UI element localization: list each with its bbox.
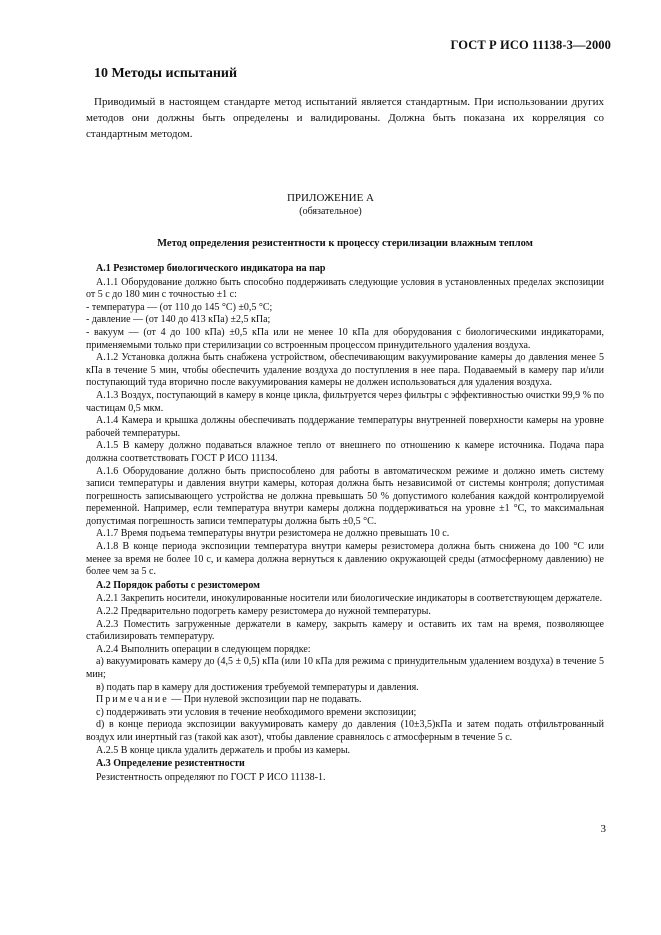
subsection-a1-heading: А.1 Резистомер биологического индикатора на пар [96,263,326,274]
appendix-heading [0,192,661,218]
paragraph-a1-5: А.1.5 В камеру должно подаваться влажное тепло от внешнего по отношению к камере источника. Подача пара должна соответствовать ГОСТ Р ИСО 11134. [86,440,604,464]
paragraph-a1-4: А.1.4 Камера и крышка должны обеспечивать поддержание температуры внутренней поверхности камеры на уровне рабочей температуры. [86,415,604,439]
paragraph-a2-3: А.2.3 Поместить загруженные держатели в камеру, закрыть камеру и оставить их там на время, позволяющее стабилизировать температуру. [86,618,604,643]
subsection-a3-heading: А.3 Определение резистентности [96,758,245,770]
page-number: 3 [600,823,606,835]
paragraph-a1-3: А.1.3 Воздух, поступающий в камеру в конце цикла, фильтруется через фильтры с эффективностью очистки 99,9 % по частицам 0,5 мкм. [86,389,604,414]
paragraph-a1-1: А.1.1 Оборудование должно быть способно поддерживать следующие условия в установленных пределах экспозиции от 5 с до 180 мин с точностью ±1 с: [86,276,604,301]
list-item-pressure: - давление — (от 140 до 413 кПа) ±2,5 кПа; [86,314,271,326]
paragraph-a1-2: А.1.2 Установка должна быть снабжена устройством, обеспечивающим вакуумирование камеры до давления менее 5 кПа в течение 5 мин, чтобы обеспечить удаление воздуха до поступления в нее пара. Подаваемый в камеру пар и/или поступающий туда вторично после вакуумирования камеры не должен использоваться для удаления воздуха. [86,352,604,389]
step-a: а) вакуумировать камеру до (4,5 ± 0,5) кПа (или 10 кПа для режима с принудительным удалением воздуха) в течение 5 мин; [86,656,604,680]
note [86,694,604,707]
note-label: Примечание [96,694,169,706]
paragraph-a2-1: А.2.1 Закрепить носители, инокулированные носители или биологические индикаторы в соответствующем держателе. [96,593,603,605]
appendix-body [86,262,604,784]
paragraph-a1-6: А.1.6 Оборудование должно быть приспособлено для работы в автоматическом режиме и должно иметь систему записи температуры и давления внутри камеры, которая должна быть независимой от системы контроля; допустимая погрешность записывающего устройства не должна превышать 50 % допустимого колебания каждой контролируемой переменной. Например, если температура внутри камеры должна поддерживаться на уровне ±1 °С, то максимальная допустимая погрешность записи температуры должна быть ±0,5 °С. [86,465,604,527]
method-title: Метод определения резистентности к процессу стерилизации влажным теплом [157,238,533,249]
standard-code-header: ГОСТ Р ИСО 11138-3—2000 [450,38,611,52]
section-title: 10 Методы испытаний [94,66,238,81]
appendix-title: ПРИЛОЖЕНИЕ А [286,192,374,204]
paragraph-a2-2: А.2.2 Предварительно подогреть камеру резистомера до нужной температуры. [96,606,431,618]
list-item-vacuum: - вакуум — (от 4 до 100 кПа) ±0,5 кПа или не менее 10 кПа для оборудования с биологическими индикаторами, применяемыми только при стерилизации со встроенным процессом принудительного удаления воздуха. [86,326,604,351]
step-c: с) поддерживать эти условия в течение необходимого времени экспозиции; [96,706,417,718]
paragraph-a1-7: А.1.7 Время подъема температуры внутри резистомера не должно превышать 10 с. [96,528,450,540]
subsection-a2-heading: А.2 Порядок работы с резистомером [96,579,260,591]
paragraph-a2-5: А.2.5 В конце цикла удалить держатель и пробы из камеры. [96,744,351,756]
paragraph-a3-1: Резистентность определяют по ГОСТ Р ИСО 11138-1. [96,771,326,783]
section-intro-paragraph: Приводимый в настоящем стандарте метод испытаний является стандартным. При использовании других методов они должны быть определены и валидированы. Должна быть показана их корреляция со стандартным методом. [86,96,604,140]
step-d: d) в конце периода экспозиции вакуумировать камеру до давления (10±3,5)кПа и затем подать отфильтрованный воздух или инертный газ (такой как азот), чтобы давление сравнялось с атмосферным в течение 5 с. [86,719,604,743]
list-item-temperature: - температура — (от 110 до 145 °С) ±0,5 °С; [86,301,273,313]
step-b: в) подать пар в камеру для достижения требуемой температуры и давления. [96,681,419,693]
appendix-status: (обязательное) [299,206,362,217]
paragraph-a2-4: А.2.4 Выполнить операции в следующем порядке: [96,643,311,655]
note-text: — При нулевой экспозиции пар не подавать. [168,694,362,706]
paragraph-a1-8: А.1.8 В конце периода экспозиции температура внутри камеры резистомера должна быть снижена до 100 °С или менее за время не более 10 с, и камера должна вернуться к давлению окружающей среды (атмосферному давлению) не более чем за 5 с. [86,541,604,578]
